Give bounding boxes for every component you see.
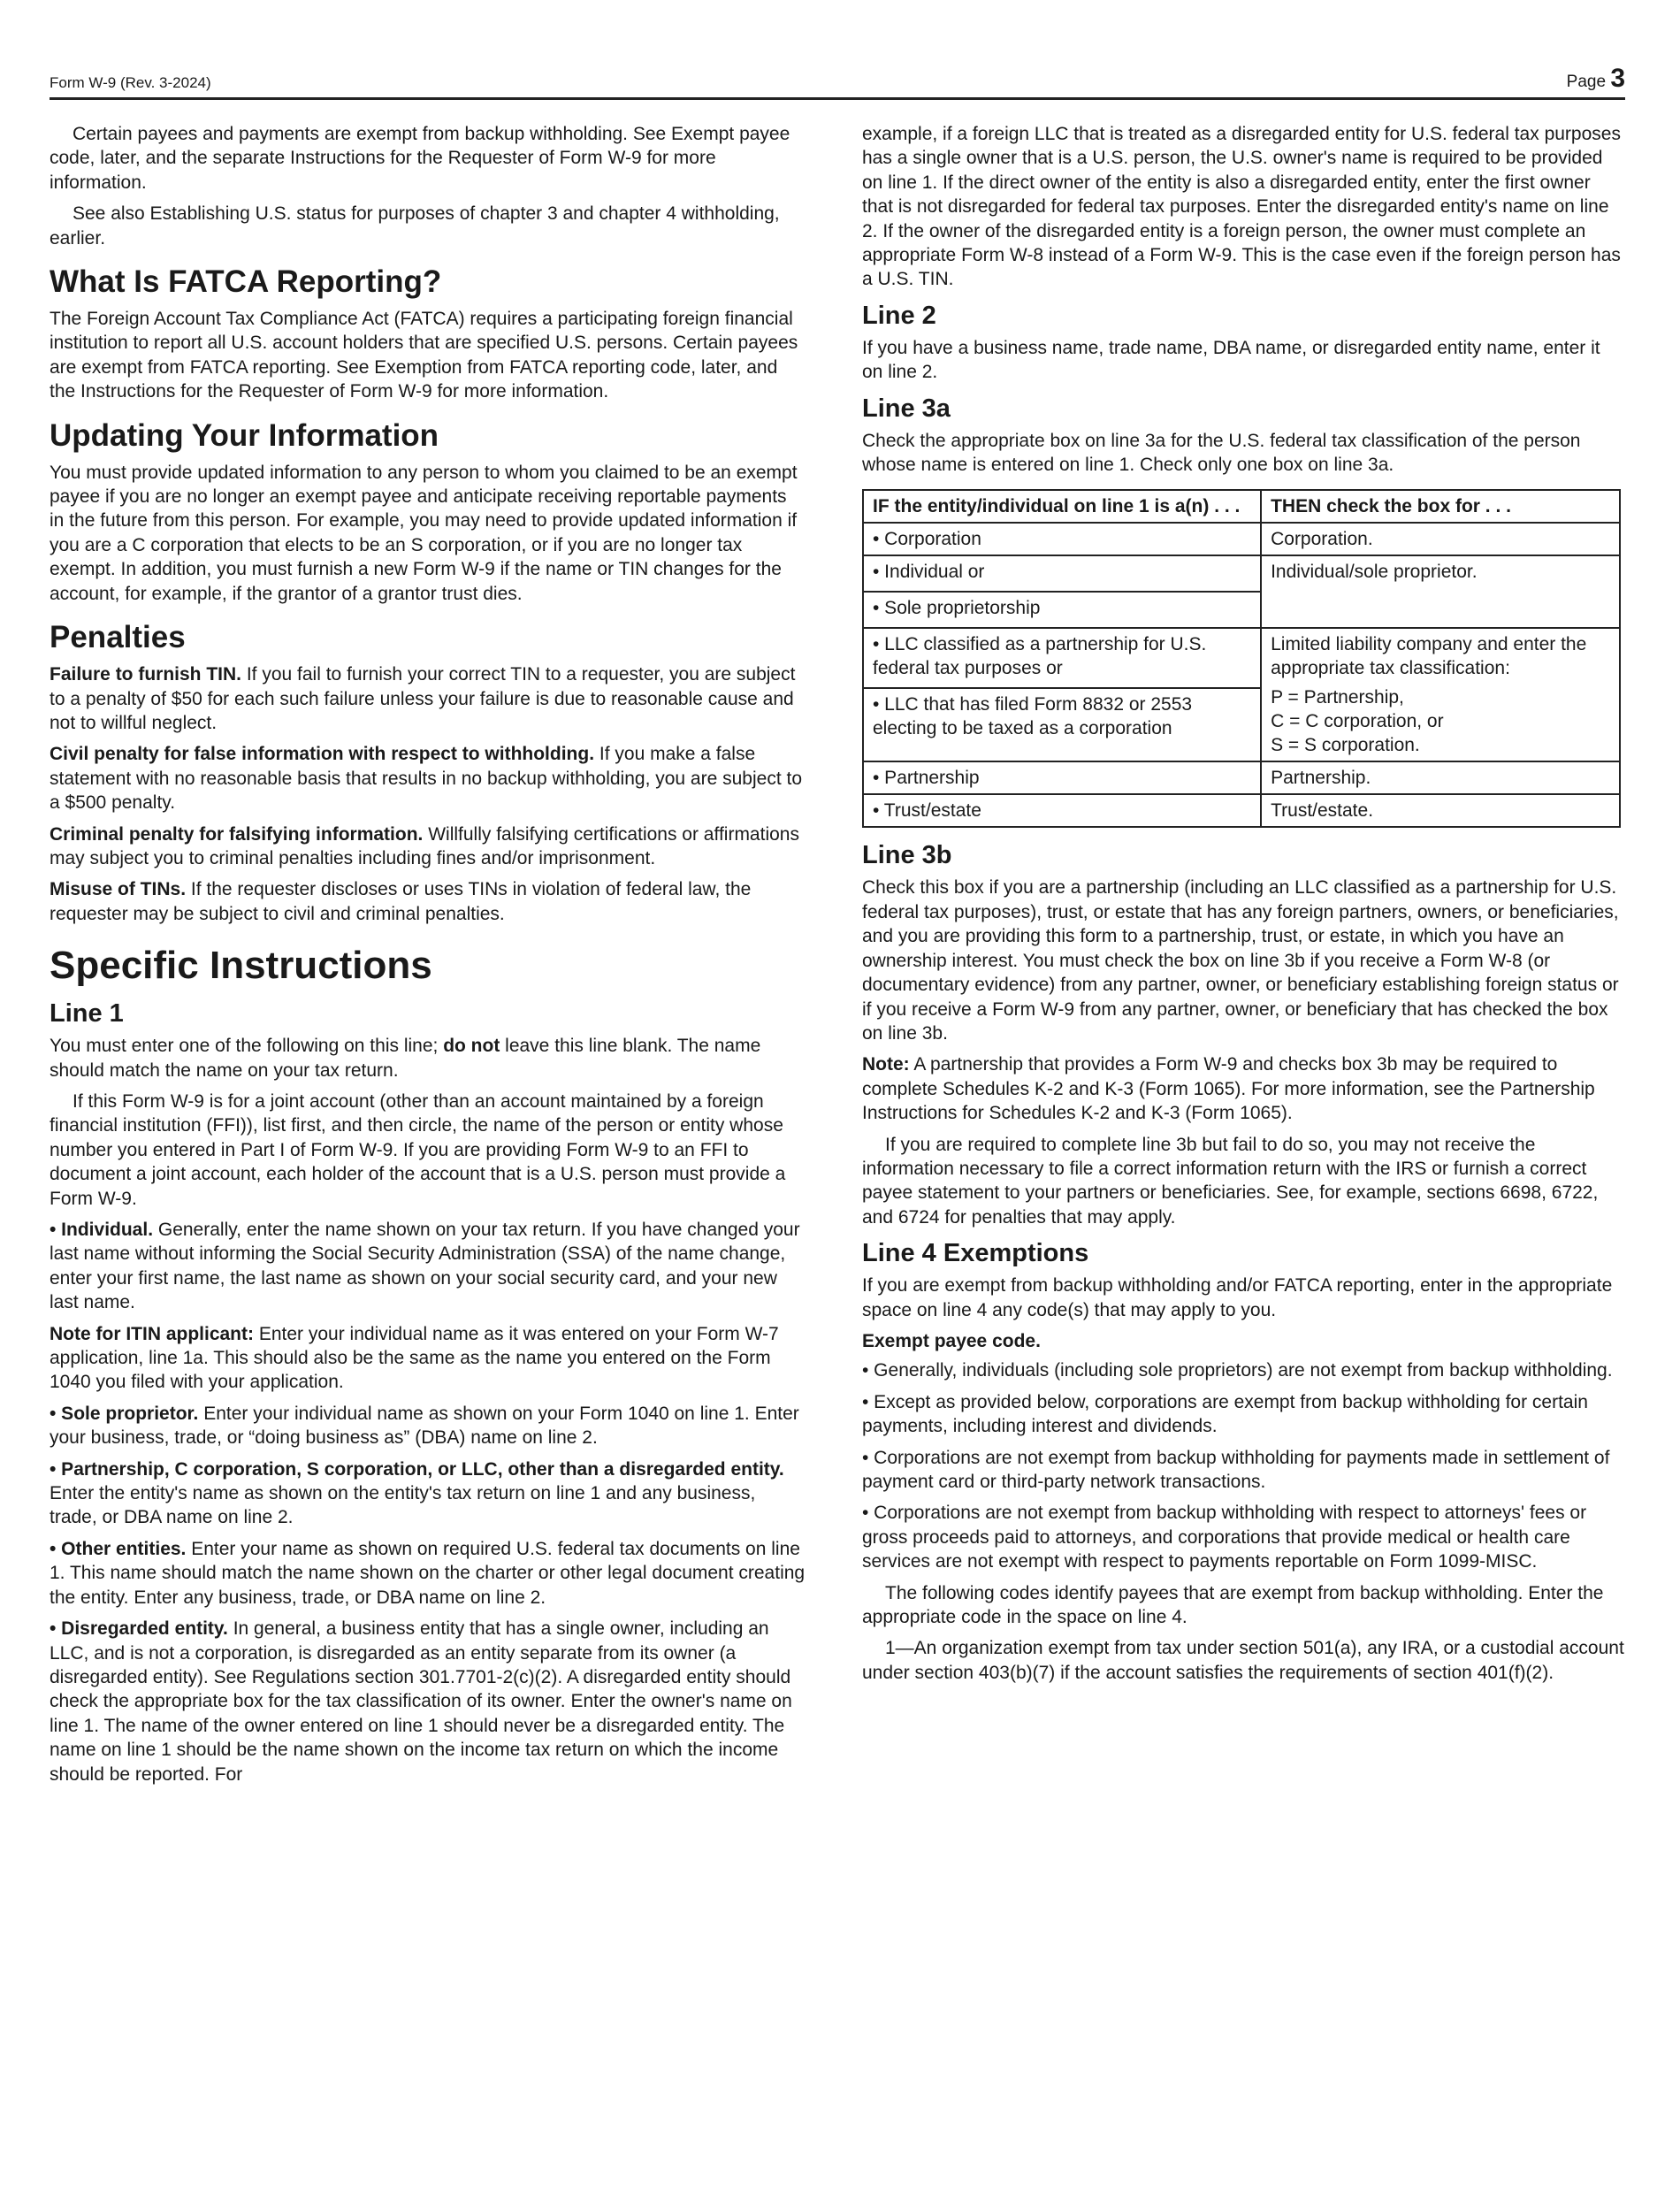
bullet-item: • Generally, individuals (including sole proprietors) are not exempt from backup withholding. — [862, 1360, 1613, 1381]
table-row — [863, 794, 1620, 827]
paragraph: Check this box if you are a partnership (including an LLC classified as a partnership for U.S. federal tax purposes), trust, or estate that has any foreign partners, owners, or beneficiaries, and you are providing this form to a partnership, trust, or estate, in which you have an ownership interest. You must check the box on line 3b if you receive a Form W-8 (or documentary evidence) from any partner, owner, or beneficiary establishing foreign status or if you receive a Form W-9 from any partner, owner, or beneficiary that has checked the box on line 3b. — [862, 877, 1619, 1044]
paragraph: Check the appropriate box on line 3a for the U.S. federal tax classification of the person whose name is entered on line 1. Check only one box on line 3a. — [862, 430, 1581, 476]
paragraph-text: Generally, enter the name shown on your tax return. If you have changed your last name without informing the Social Security Administration (SSA) of the name change, enter your first name, the last name as shown on your social security card, and your new last name. — [50, 1220, 800, 1313]
paragraph — [50, 742, 806, 815]
form-id: Form W-9 (Rev. 3-2024) — [50, 74, 211, 91]
paragraph: The following codes identify payees that are exempt from backup withholding. Enter the appropriate code in the space on line 4. — [862, 1582, 1604, 1628]
table-cell: Individual/sole proprietor. — [1261, 555, 1620, 628]
cell-line: Limited liability company and enter the appropriate tax classification: — [1271, 634, 1587, 679]
paragraph — [50, 1537, 806, 1610]
run-in-heading: Failure to furnish TIN. — [50, 664, 242, 685]
paragraph — [862, 1052, 1625, 1125]
bullet-item: • Corporations are not exempt from backup withholding for payments made in settlement of payment card or third-party network transactions. — [862, 1447, 1610, 1492]
paragraph-text: Enter your individual name as it was entered on your Form W-7 application, line 1a. This should also be the same as the name you entered on the Form 1040 you filed with your application. — [50, 1323, 779, 1393]
paragraph-text: Willfully falsifying certifications or affirmations may subject you to criminal penalties including fines and/or imprisonment. — [50, 823, 799, 868]
classification-table — [862, 489, 1621, 828]
page-number — [1567, 64, 1625, 94]
paragraph — [50, 1457, 806, 1530]
run-in-heading: • Individual. — [50, 1220, 154, 1240]
subsection-heading: Line 1 — [50, 999, 124, 1029]
paragraph-text: In general, a business entity that has a single owner, including an LLC, and is not a corporation, is disregarded as an entity separate from its owner (a disregarded entity). See Regulations section 301.7701-2(c)(2). A disregarded entity should check the appropriate box for the tax classification of its owner. Enter the owner's name on line 1. The name of the owner entered on line 1 should never be a disregarded entity. The name on line 1 should be the name shown on the income tax return on which the income should be reported. For — [50, 1618, 792, 1785]
section-heading: What Is FATCA Reporting? — [50, 264, 442, 300]
table-header-cell: IF the entity/individual on line 1 is a(n) . . . — [863, 490, 1261, 523]
right-column — [862, 122, 1625, 1692]
run-in-heading: Civil penalty for false information with respect to withholding. — [50, 744, 595, 765]
run-in-heading: • Disregarded entity. — [50, 1618, 228, 1640]
paragraph: 1—An organization exempt from tax under section 501(a), any IRA, or a custodial account under section 403(b)(7) if the account satisfies the requirements of section 401(f)(2). — [862, 1638, 1624, 1683]
paragraph-text: If the requester discloses or uses TINs in violation of federal law, the requester may be subject to civil and criminal penalties. — [50, 879, 752, 924]
emphasis: do not — [443, 1036, 500, 1057]
section-heading: Penalties — [50, 620, 186, 655]
cell-line: • Sole proprietorship — [864, 591, 1260, 623]
cell-line: • LLC that has filed Form 8832 or 2553 electing to be taxed as a corporation — [864, 687, 1260, 744]
run-in-heading: • Partnership, C corporation, S corporation, or LLC, other than a disregarded entity. — [50, 1458, 784, 1480]
cell-line: P = Partnership, — [1271, 687, 1404, 708]
table-header-cell: THEN check the box for . . . — [1261, 490, 1620, 523]
paragraph-text: Enter the entity's name as shown on the entity's tax return on line 1 and any business, trade, or DBA name on line 2. — [50, 1483, 756, 1528]
paragraph: If you are exempt from backup withholding and/or FATCA reporting, enter in the appropriate space on line 4 any code(s) that may apply to you. — [862, 1275, 1613, 1320]
paragraph — [50, 822, 806, 871]
run-in-heading: Note for ITIN applicant: — [50, 1323, 254, 1344]
table-cell: Trust/estate. — [1261, 794, 1620, 827]
paragraph-text: You must enter one of the following on this line; — [50, 1036, 444, 1057]
paragraph — [50, 662, 806, 735]
left-column — [50, 122, 806, 1794]
paragraph: If you have a business name, trade name, DBA name, or disregarded entity name, enter it on line 2. — [862, 337, 1600, 383]
bullet-item: • Corporations are not exempt from backup withholding with respect to attorneys' fees or gross proceeds paid to attorneys, and corporations that provide medical or health care services are not exempt with respect to payments reportable on Form 1099-MISC. — [862, 1503, 1587, 1572]
paragraph: If this Form W-9 is for a joint account (other than an account maintained by a foreign financial institution (FFI)), list first, and then circle, the name of the person or entity whose number you entered in Part I of Form W-9. If you are providing Form W-9 to an FFI to document a joint account, each holder of the account that is a U.S. person must provide a Form W-9. — [50, 1090, 786, 1209]
paragraph: If you are required to complete line 3b but fail to do so, you may not receive the information necessary to file a correct information return with the IRS or furnish a correct payee statement to your partners or beneficiaries. See, for example, sections 6698, 6722, and 6724 for penalties that may apply. — [862, 1134, 1599, 1228]
run-in-heading: • Sole proprietor. — [50, 1403, 199, 1424]
table-cell — [863, 555, 1261, 628]
run-in-heading: Criminal penalty for falsifying information. — [50, 823, 424, 845]
bullet-item: • Except as provided below, corporations are exempt from backup withholding for certain payments, including interest and dividends. — [862, 1391, 1588, 1437]
paragraph — [50, 877, 806, 926]
paragraph: See also Establishing U.S. status for purposes of chapter 3 and chapter 4 withholding, earlier. — [50, 203, 780, 249]
paragraph — [50, 1402, 806, 1450]
paragraph-text: Enter your individual name as shown on your Form 1040 on line 1. Enter your business, trade, or “doing business as” (DBA) name on line 2. — [50, 1403, 799, 1449]
table-header-row — [863, 490, 1620, 523]
paragraph — [50, 1322, 806, 1395]
page-number-value: 3 — [1610, 64, 1625, 93]
table-cell: • Corporation — [863, 523, 1261, 555]
table-row — [863, 555, 1620, 628]
major-heading: Specific Instructions — [50, 944, 432, 988]
table-cell: Partnership. — [1261, 761, 1620, 794]
table-cell: • Partnership — [863, 761, 1261, 794]
section-heading: Updating Your Information — [50, 417, 439, 453]
paragraph-text: leave this line blank. The name should match the name on your tax return. — [50, 1036, 761, 1081]
cell-line: S = S corporation. — [1271, 735, 1420, 756]
cell-line: C = C corporation, or — [1271, 711, 1444, 732]
run-in-heading: • Other entities. — [50, 1538, 187, 1559]
subsection-heading: Line 3a — [862, 394, 951, 423]
paragraph — [50, 1617, 806, 1786]
paragraph — [50, 1034, 806, 1082]
paragraph-text: Enter your name as shown on required U.S. federal tax documents on line 1. This name should match the name shown on the charter or other legal document creating the entity. Enter any business, trade, or DBA name on line 2. — [50, 1538, 806, 1608]
page-label: Page — [1566, 73, 1607, 91]
run-in-heading: Exempt payee code. — [862, 1330, 1041, 1351]
run-in-heading: Misuse of TINs. — [50, 879, 187, 900]
table-cell: Corporation. — [1261, 523, 1620, 555]
paragraph-text: A partnership that provides a Form W-9 and checks box 3b may be required to complete Schedules K-2 and K-3 (Form 1065). For more information, see the Partnership Instructions for Schedules K-2 and K-3 (Form 1065). — [862, 1054, 1595, 1124]
paragraph-text: If you fail to furnish your correct TIN to a requester, you are subject to a penalty of $50 for each such failure unless your failure is due to reasonable cause and not to willful neglect. — [50, 664, 796, 733]
table-cell — [1261, 628, 1620, 761]
paragraph: The Foreign Account Tax Compliance Act (FATCA) requires a participating foreign financial institution to report all U.S. account holders that are specified U.S. persons. Certain payees are exempt from FATCA reporting. See Exemption from FATCA reporting code, later, and the Instructions for the Requester of Form W-9 for more information. — [50, 309, 798, 402]
subsection-heading: Line 3b — [862, 841, 952, 870]
cell-line: • LLC classified as a partnership for U.S. federal tax purposes or — [873, 634, 1207, 679]
subsection-heading: Line 2 — [862, 301, 936, 330]
table-row — [863, 523, 1620, 555]
run-in-heading: Note: — [862, 1054, 910, 1075]
table-cell — [863, 628, 1261, 761]
page-header — [50, 65, 1625, 100]
table-row — [863, 761, 1620, 794]
cell-line: • Individual or — [873, 562, 985, 583]
paragraph — [50, 1218, 806, 1315]
table-row — [863, 628, 1620, 761]
paragraph: Certain payees and payments are exempt from backup withholding. See Exempt payee code, later, and the separate Instructions for the Requester of Form W-9 for more information. — [50, 124, 790, 193]
paragraph-text: If you make a false statement with no reasonable basis that results in no backup withholding, you are subject to a $500 penalty. — [50, 744, 803, 814]
paragraph: You must provide updated information to any person to whom you claimed to be an exempt payee if you are no longer an exempt payee and anticipate receiving reportable payments in the future from this person. For example, you may need to provide updated information if you are a C corporation that elects to be an S corporation, or if you are no longer tax exempt. In addition, you must furnish a new Form W-9 if the name or TIN changes for the account, for example, if the grantor of a grantor trust dies. — [50, 462, 798, 604]
subsection-heading: Line 4 Exemptions — [862, 1239, 1089, 1268]
table-cell: • Trust/estate — [863, 794, 1261, 827]
paragraph: example, if a foreign LLC that is treated as a disregarded entity for U.S. federal tax purposes has a single owner that is a U.S. person, the U.S. owner's name is required to be provided on line 1. If the direct owner of the entity is also a disregarded entity, enter the first owner that is not disregarded for federal tax purposes. Enter the disregarded entity's name on line 2. If the owner of the disregarded entity is a foreign person, the owner must complete an appropriate Form W-8 instead of a Form W-9. This is the case even if the foreign person has a U.S. TIN. — [862, 124, 1621, 290]
